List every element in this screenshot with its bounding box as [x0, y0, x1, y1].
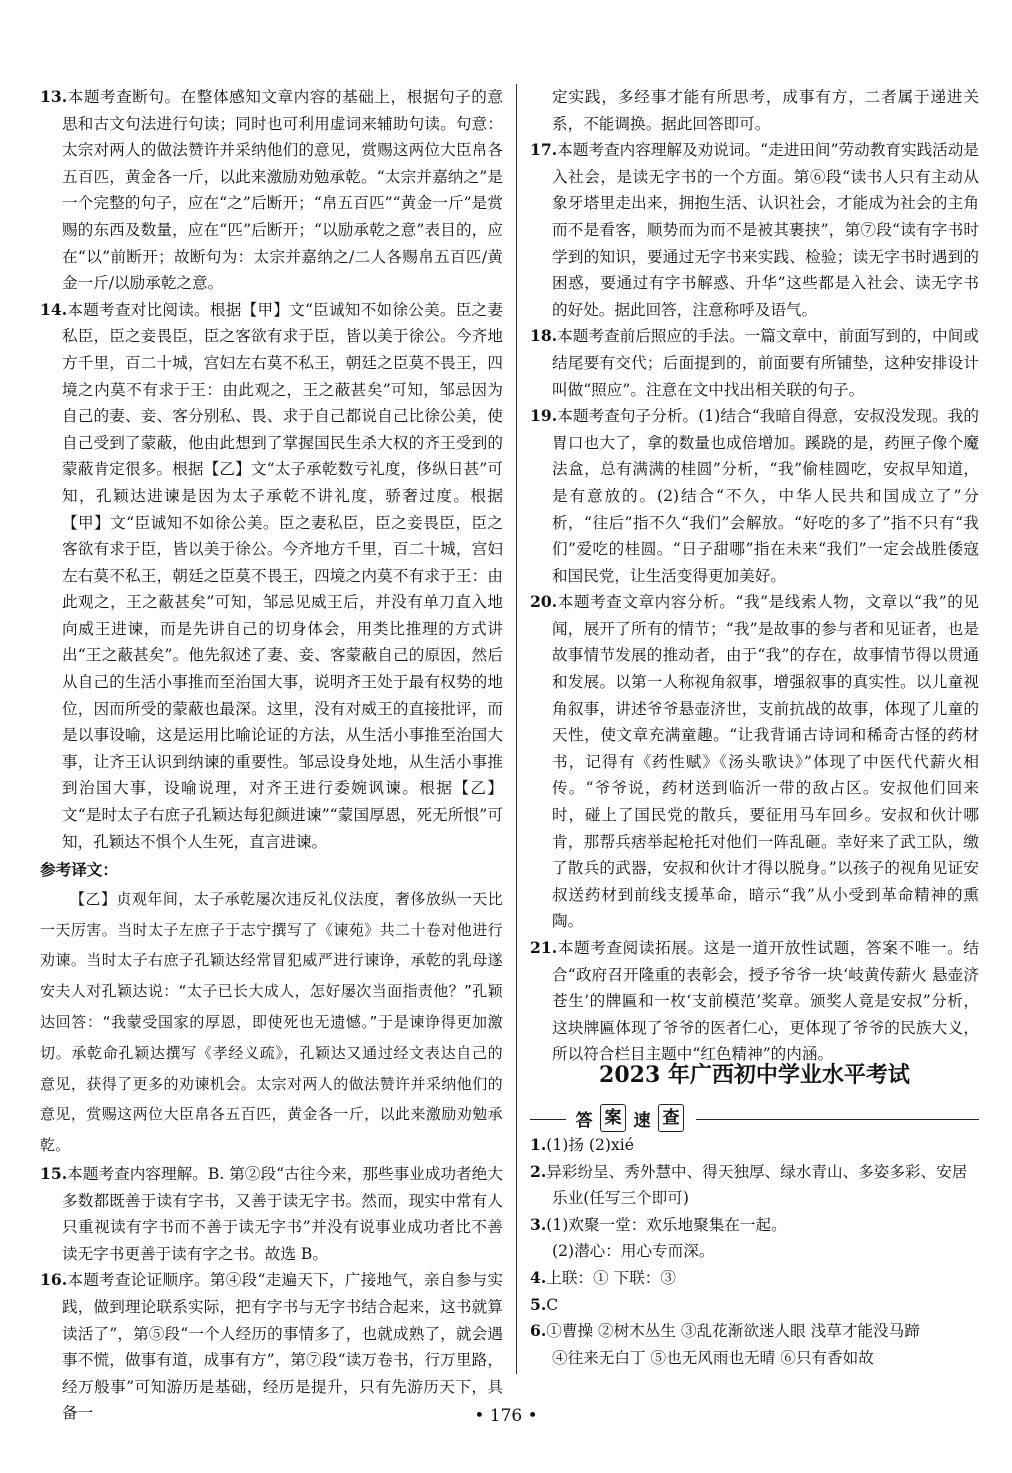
reference-translation-label: 参考译文：	[40, 860, 118, 880]
question-21: 21.本题考查阅读拓展。这是一道开放性试题，答案不唯一。结合“政府召开隆重的表彰会，授予爷爷一块‘岐黄传薪火 悬壶济苍生’的牌匾和一枚‘支前模范’奖章。颁奖人竟是安叔”分析，这块牌匾体现了爷爷的医者仁心，更体现了爷爷的民族大义，所以符合栏目主题中“红色精神”的内涵。	[530, 938, 979, 1064]
right-column	[530, 84, 979, 1068]
question-14: 14.本题考查对比阅读。根据【甲】文“臣诚知不如徐公美。臣之妻私臣，臣之妾畏臣，臣之客欲有求于臣，皆以美于徐公。今齐地方千里，百二十城，宫妇左右莫不私王，朝廷之臣莫不畏王，四境之内莫不有求于王：由此观之，王之蔽甚矣”可知，邹忌因为自己的妻、妾、客分别私、畏、求于自己都说自己比徐公美，使自己受到了蒙蔽，他由此想到了掌握国民生杀大权的齐王受到的蒙蔽肯定很多。根据【乙】文“太子承乾数亏礼度，侈纵日甚”可知，孔颖达进谏是因为太子承乾不讲礼度，骄奢过度。根据【甲】文“臣诚知不如徐公美。臣之妻私臣，臣之妾畏臣，臣之客欲有求于臣，皆以美于徐公。今齐地方千里，百二十城，宫妇左右莫不私王，朝廷之臣莫不畏王，四境之内莫不有求于王：由此观之，王之蔽甚矣”可知，邹忌见威王后，并没有单刀直入地向威王进谏，而是先讲自己的切身体会，用类比推理的方式讲出“王之蔽甚矣”。他先叙述了妻、妾、客蒙蔽自己的原因，然后从自己的生活小事推而至治国大事，说明齐王处于最有权势的地位，因而所受的蒙蔽也最深。这里，没有对威王的直接批评，而是以事设喻，这是运用比喻论证的方法，从生活小事推至治国大事，让齐王认识到纳谏的重要性。邹忌设身处地，从生活小事推到治国大事，设喻说理，对齐王进行委婉讽谏。根据【乙】文“是时太子右庶子孔颖达每犯颜进谏”“蒙国厚恩，死无所恨”可知，孔颖达不惧个人生死，直言进谏。	[40, 299, 503, 851]
banner-char-2: 案	[600, 1104, 626, 1132]
page-number: • 176 •	[474, 1406, 538, 1426]
answer-list	[530, 1132, 979, 1371]
answer-1: 1.(1)扬 (2)xié	[530, 1135, 635, 1154]
reference-translation: 【乙】贞观年间，太子承乾屡次违反礼仪法度，奢侈放纵一天比一天厉害。当时太子左庶子于志宁撰写了《谏苑》共二十卷对他进行劝谏。当时太子右庶子孔颖达经常冒犯威严进行谏诤，承乾的乳母遂安夫人对孔颖达说：“太子已长大成人，怎好屡次当面指责他？”孔颖达回答：“我蒙受国家的厚恩，即使死也无遗憾。”于是谏诤得更加激切。承乾命孔颖达撰写《孝经义疏》，孔颖达又通过经文表达自己的意见，获得了更多的劝谏机会。太宗对两人的做法赞许并采纳他们的意见，赏赐这两位大臣帛各五百匹，黄金各一斤，以此来激励劝勉承乾。	[40, 889, 503, 1155]
answer-3-part-2: (2)潜心：用心专而深。	[552, 1242, 715, 1261]
question-18: 18.本题考查前后照应的手法。一篇文章中，前面写到的，中间或结尾要有交代；后面提到的，前面要有所铺垫，这种安排设计叫做“照应”。注意在文中找出相关联的句子。	[530, 326, 979, 399]
exam-title: 2023 年广西初中学业水平考试	[599, 1062, 910, 1088]
question-19: 19.本题考查句子分析。(1)结合“我暗自得意，安叔没发现。我的胃口也大了，拿的数量也成倍增加。蹊跷的是，药匣子像个魔法盒，总有满满的桂圆”分析，“我”偷桂圆吃，安叔早知道，是有意放的。(2)结合“不久，中华人民共和国成立了”分析，“往后”指不久“我们”会解放。“好吃的多了”指不只有“我们”爱吃的桂圆。“日子甜哪”指在未来“我们”一定会战胜倭寇和国民党，让生活变得更加美好。	[530, 406, 979, 585]
question-16: 16.本题考查论证顺序。第④段“走遍天下，广接地气，亲自参与实践，做到理论联系实际，把有字书与无字书结合起来，这书就算读活了”，第⑤段“一个人经历的事情多了，也就成熟了，就会遇事不慌，做事有道，成事有方”，第⑦段“读万卷书，行万里路，经万般事”可知游历是基础，经历是提升，只有先游历天下，具备一	[40, 1270, 503, 1423]
question-13: 13.本题考查断句。在整体感知文章内容的基础上，根据句子的意思和古文句法进行句读；同时也可利用虚词来辅助句读。句意：太宗对两人的做法赞许并采纳他们的意见，赏赐这两位大臣帛各五百匹，黄金各一斤，以此来激励劝勉承乾。“太宗并嘉纳之”是一个完整的句子，应在“之”后断开；“帛五百匹”“黄金一斤”是赏赐的东西及数量，应在“匹”后断开；“以励承乾之意”表目的，应在“以”前断开；故断句为：太宗并嘉纳之/二人各赐帛五百匹/黄金一斤/以励承乾之意。	[40, 87, 503, 293]
banner-char-4: 查	[658, 1104, 684, 1132]
column-divider	[516, 84, 517, 1374]
answer-4: 4.上联：① 下联：③	[530, 1267, 676, 1287]
question-15: 15.本题考查内容理解。B. 第②段“古往今来，那些事业成功者绝大多数都既善于读有字书，又善于读无字书。然而，现实中常有人只重视读有字书而不善于读无字书”并没有说事业成功者比不善读无字书更善于读有字之书。故选 B。	[40, 1163, 503, 1263]
answer-6: 6.①曹操 ②树木丛生 ③乱花渐欲迷人眼 浅草才能没马蹄	[530, 1321, 920, 1341]
banner-rule-left	[530, 1119, 566, 1120]
question-20: 20.本题考查文章内容分析。“我”是线索人物，文章以“我”的见闻，展开了所有的情节；“我”是故事的参与者和见证者，也是故事情节发展的推动者，由于“我”的存在，故事情节得以贯通和发展。以第一人称视角叙事，增强叙事的真实性。以儿童视角叙事，讲述爷爷悬壶济世，支前抗战的故事，体现了儿童的天性，使文章充满童趣。“让我背诵古诗词和稀奇古怪的药材书，记得有《药性赋》《汤头歌诀》”体现了中医代代薪火相传。“爷爷说，药材送到临沂一带的敌占区。安叔他们回来时，碰上了国民党的散兵，要征用马车回乡。安叔和伙计哪肯，那帮兵痞举起枪托对他们一阵乱砸。幸好来了武工队，缴了散兵的武器，安叔和伙计才得以脱身。”以孩子的视角见证安叔送药材到前线支援革命，暗示“我”从小受到革命精神的熏陶。	[530, 592, 979, 931]
question-17: 17.本题考查内容理解及劝说词。“走进田间”劳动教育实践活动是入社会，是读无字书的一个方面。第⑥段“读书人只有主动从象牙塔里走出来，拥抱生活、认识社会，才能成为社会的主角而不是看客，顺势而为而不是被其裹挟”，第⑦段“读有字书时学到的知识，要通过无字书来实践、检验；读无字书时遇到的困惑，要通过有字书解惑、升华”这些都是入社会、读无字书的好处。据此回答，注意称呼及语气。	[530, 140, 979, 319]
answer-2: 2.异彩纷呈、秀外慧中、得天独厚、绿水青山、多姿多彩、安居乐业(任写三个即可)	[530, 1161, 968, 1208]
question-16-continued: 定实践，多经事才能有所思考，成事有方，二者属于递进关系，不能调换。据此回答即可。	[552, 88, 979, 133]
banner-char-1: 答	[575, 1110, 593, 1131]
banner-char-3: 速	[633, 1110, 651, 1131]
left-column	[40, 84, 503, 1427]
banner-rule-right	[696, 1119, 979, 1120]
answer-6-part-2: ④往来无白丁 ⑤也无风雨也无晴 ⑥只有香如故	[552, 1348, 874, 1367]
answer-3: 3.(1)欢聚一堂：欢乐地聚集在一起。	[530, 1214, 787, 1234]
banner-characters	[572, 1104, 684, 1132]
answer-5: 5.C	[530, 1294, 559, 1314]
